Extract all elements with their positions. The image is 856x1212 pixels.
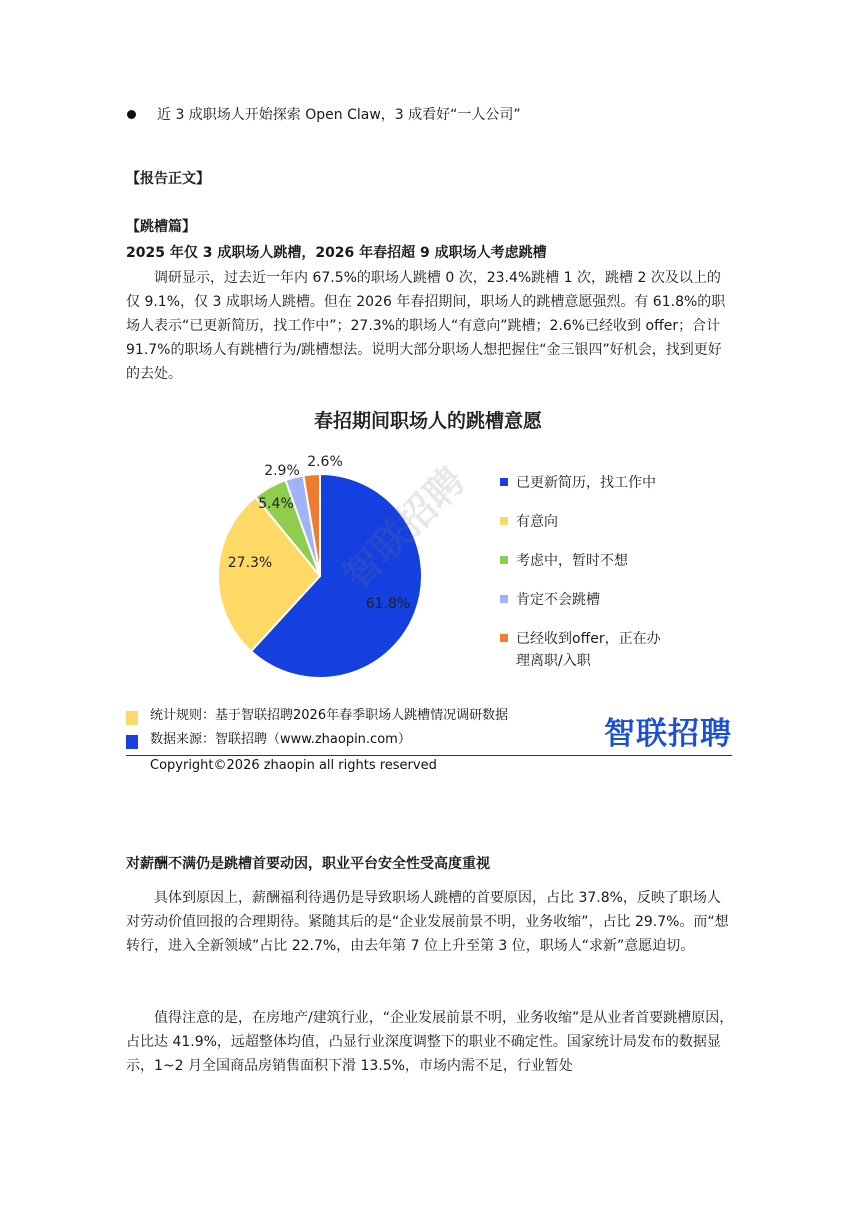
salary-paragraph-2: 值得注意的是，在房地产/建筑行业，“企业发展前景不明，业务收缩”是从业者首要跳槽原因，占比达 41.9%，远超整体均值，凸显行业深度调整下的职业不确定性。国家统计局发布的数据显示，1~2 月全国商品房销售面积下滑 13.5%，市场内需不足，行业暂处 bbox=[126, 1010, 734, 1074]
rule-swatch bbox=[126, 711, 138, 725]
source-swatch bbox=[126, 735, 138, 749]
watermark: 智联招聘 bbox=[334, 458, 473, 598]
divider bbox=[126, 755, 732, 756]
legend-swatch bbox=[500, 634, 508, 642]
legend-label: 有意向 bbox=[516, 514, 558, 530]
legend-label: 考虑中，暂时不想 bbox=[516, 553, 628, 569]
zhaopin-logo: 智联招聘 bbox=[604, 716, 732, 752]
legend-label: 肯定不会跳槽 bbox=[516, 592, 600, 608]
salary-subtitle: 对薪酬不满仍是跳槽首要动因，职业平台安全性受高度重视 bbox=[126, 856, 490, 872]
legend-swatch bbox=[500, 556, 508, 564]
legend-label: 已经收到offer，正在办 理离职/入职 bbox=[516, 631, 661, 669]
pie-data-label: 2.9% bbox=[264, 463, 300, 479]
legend-swatch bbox=[500, 595, 508, 603]
legend-swatch bbox=[500, 517, 508, 525]
chart-title: 春招期间职场人的跳槽意愿 bbox=[313, 410, 542, 432]
salary-paragraph-1: 具体到原因上，薪酬福利待遇仍是导致职场人跳槽的首要原因，占比 37.8%，反映了职场人对劳动价值回报的合理期待。紧随其后的是“企业发展前景不明，业务收缩”，占比 29.7%。而“想转行，进入全新领域”占比 22.7%，由去年第 7 位上升至第 3 位，职场人“求新”意愿迫切。 bbox=[126, 890, 729, 954]
section-label: 【跳槽篇】 bbox=[126, 219, 196, 235]
report-body-heading: 【报告正文】 bbox=[126, 171, 210, 187]
rule-note: 统计规则：基于智联招聘2026年春季职场人跳槽情况调研数据 bbox=[150, 708, 509, 723]
pie-data-label: 2.6% bbox=[307, 454, 343, 470]
legend-label: 已更新简历，找工作中 bbox=[516, 475, 656, 491]
pie-data-label: 61.8% bbox=[365, 596, 411, 612]
pie-data-label: 27.3% bbox=[227, 555, 273, 571]
section-paragraph: 调研显示，过去近一年内 67.5%的职场人跳槽 0 次，23.4%跳槽 1 次，跳槽 2 次及以上的仅 9.1%，仅 3 成职场人跳槽。但在 2026 年春招期间，职场人的跳槽意愿强烈。有 61.8%的职场人表示“已更新简历，找工作中”；27.3%的职场人“有意向”跳槽；2.6%已经收到 offer；合计 91.7%的职场人有跳槽行为/跳槽想法。说明大部分职场人想把握住“金三银四”好机会，找到更好的去处。 bbox=[126, 270, 726, 382]
pie-data-label: 5.4% bbox=[258, 496, 294, 512]
section-subtitle: 2025 年仅 3 成职场人跳槽，2026 年春招超 9 成职场人考虑跳槽 bbox=[126, 245, 547, 261]
source-note: 数据来源：智联招聘（www.zhaopin.com） bbox=[150, 732, 411, 747]
legend-swatch bbox=[500, 478, 508, 486]
bullet-text: 近 3 成职场人开始探索 Open Claw，3 成看好“一人公司” bbox=[157, 107, 521, 123]
copyright: Copyright©2026 zhaopin all rights reserved bbox=[150, 758, 437, 773]
